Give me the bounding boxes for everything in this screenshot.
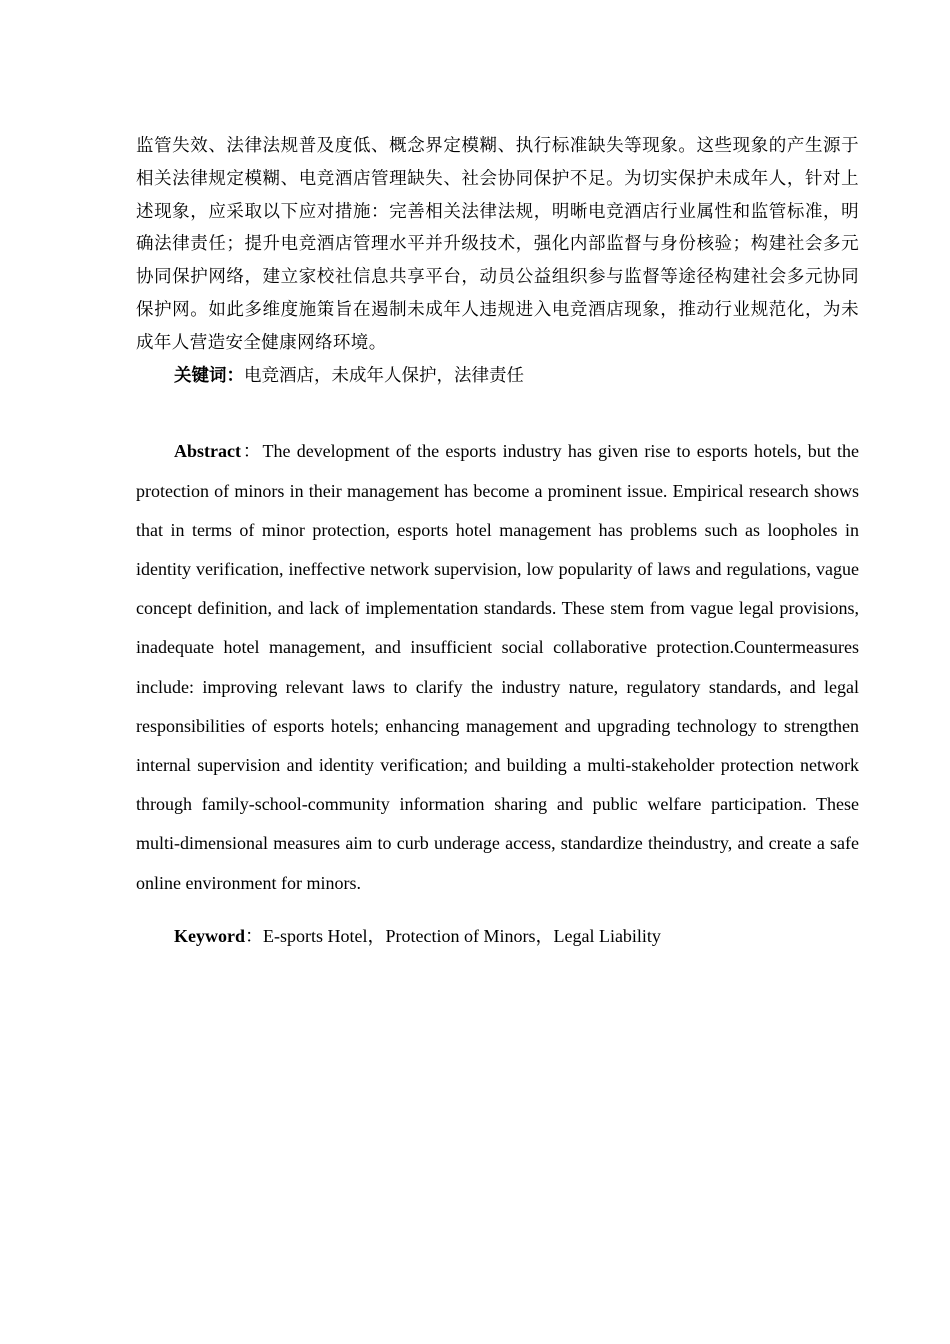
english-keywords-label: Keyword	[174, 925, 245, 946]
chinese-keywords-text: 电竞酒店，未成年人保护，法律责任	[244, 365, 524, 386]
document-page	[136, 130, 859, 956]
english-keywords-text: E-sports Hotel，Protection of Minors，Legal Liability	[263, 925, 661, 946]
chinese-keywords-line	[136, 360, 859, 393]
english-keywords-line	[136, 917, 859, 956]
english-abstract-body: The development of the esports industry has given rise to esports hotels, but the protection of minors in their management has become a prominent issue. Empirical research shows that in terms of minor protection, esports hotel management has problems such as loopholes in identity verification, ineffective network supervision, low popularity of laws and regulations, vague concept definition, and lack of implementation standards. These stem from vague legal provisions, inadequate hotel management, and insufficient social collaborative protection.Countermeasures include: improving relevant laws to clarify the industry nature, regulatory standards, and legal responsibilities of esports hotels; enhancing management and upgrading technology to strengthen internal supervision and identity verification; and building a multi-stakeholder protection network through family-school-community information sharing and public welfare participation. These multi-dimensional measures aim to curb underage access, standardize theindustry, and create a safe online environment for minors.	[136, 441, 860, 893]
english-keywords-separator: ：	[245, 925, 263, 946]
chinese-keywords-label: 关键词：	[174, 365, 244, 386]
english-abstract-paragraph	[136, 432, 859, 902]
english-abstract-label: Abstract	[174, 441, 241, 462]
chinese-abstract-body: 监管失效、法律法规普及度低、概念界定模糊、执行标准缺失等现象。这些现象的产生源于相关法律规定模糊、电竞酒店管理缺失、社会协同保护不足。为切实保护未成年人，针对上述现象，应采取以下应对措施：完善相关法律法规，明晰电竞酒店行业属性和监管标准，明确法律责任；提升电竞酒店管理水平并升级技术，强化内部监督与身份核验；构建社会多元协同保护网络，建立家校社信息共享平台，动员公益组织参与监督等途径构建社会多元协同保护网。如此多维度施策旨在遏制未成年人违规进入电竞酒店现象，推动行业规范化，为未成年人营造安全健康网络环境。	[136, 136, 859, 353]
english-abstract-separator: ：	[240, 441, 263, 462]
